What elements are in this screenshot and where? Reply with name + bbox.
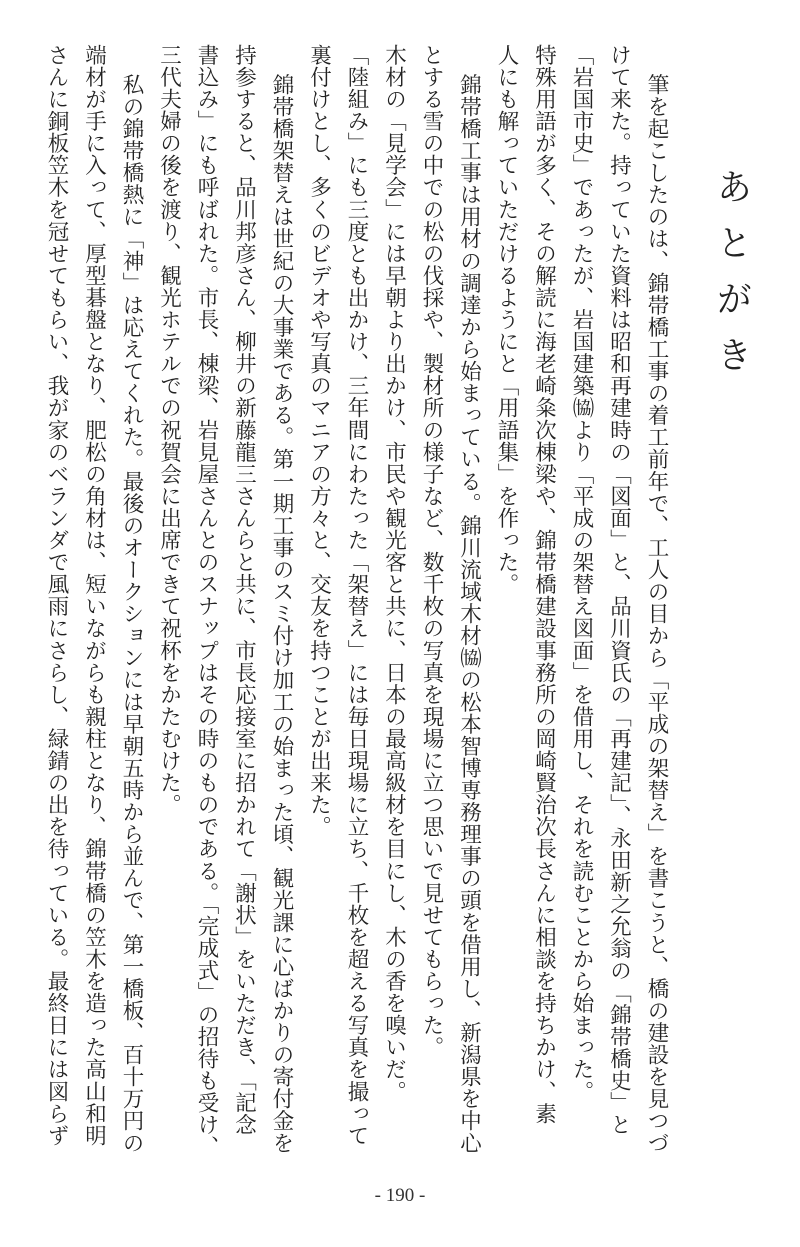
afterword-heading: あとがき xyxy=(711,168,752,392)
text-line: 「陸組み」にも三度とも出かけ、三年間にわたった「架替え」には毎日現場に立ち、千枚を超える写真を撮って xyxy=(344,44,369,1147)
text-line: 持参すると、品川邦彦さん、柳井の新藤龍三さんらと共に、市長応接室に招かれて「謝状」をいただき、「記念 xyxy=(231,44,257,1136)
afterword-body xyxy=(38,44,676,1158)
text-line: 木材の「見学会」には早朝より出かけ、市民や観光客と共に、日本の最高級材を目にし、木の香を嗅いだ。 xyxy=(381,44,407,1103)
text-line: 特殊用語が多く、その解読に海老崎粂次棟梁や、錦帯橋建設事務所の岡崎賢治次長さんに相談を持ちかけ、素 xyxy=(531,44,557,1125)
text-line: さんに銅板笠木を冠せてもらい、我が家のベランダで風雨にさらし、緑錆の出を待っている。最終日には図らず xyxy=(44,44,69,1147)
text-line: 三代夫婦の後を渡り、観光ホテルでの祝賀会に出席できて祝杯をかたむけた。 xyxy=(156,44,182,816)
text-line: 裏付けとし、多くのビデオや写真のマニアの方々と、交友を持つことが出来た。 xyxy=(306,44,332,838)
paragraph xyxy=(150,44,300,1158)
text-line: 筆を起こしたのは、錦帯橋工事の着工前年で、工人の目から「平成の架替え」を書こうと、橋の建設を見つづ xyxy=(644,73,669,1154)
text-line: 書込み」にも呼ばれた。市長、棟梁、岩見屋さんとのスナップはその時のものである。「完成式」の招待も受け、 xyxy=(194,44,219,1158)
text-line: とする雪の中での松の伐採や、製材所の様子など、数千枚の写真を現場に立つ思いで見せてもらった。 xyxy=(419,44,444,1059)
text-line: 人にも解っていただけるようにと「用語集」を作った。 xyxy=(494,44,519,596)
paragraph xyxy=(488,44,676,1154)
text-line: 錦帯橋架替えは世紀の大事業である。第一期工事のスミ付け加工の始まった頃、観光課に心ばかりの寄付金を xyxy=(269,73,294,1154)
text-line: けて来た。持っていた資料は昭和再建時の「図面」と、品川資氏の「再建記」、永田新之允翁の「錦帯橋史」と xyxy=(606,44,632,1136)
text-line: 錦帯橋工事は用材の調達から始まっている。錦川流域木材㈿の松本智博専務理事の頭を借用し、新潟県を中心 xyxy=(456,73,482,1154)
paragraph xyxy=(300,44,488,1154)
page-number: - 190 - xyxy=(374,1185,426,1206)
text-line: 「岩国市史」であったが、岩国建築㈿より「平成の架替え図面」を借用し、それを読むことから始まった。 xyxy=(569,44,594,1103)
paragraph xyxy=(38,44,151,1154)
text-line: 端材が手に入って、厚型碁盤となり、肥松の角材は、短いながらも親柱となり、錦帯橋の笠木を造った高山和明 xyxy=(81,44,107,1147)
text-line: 私の錦帯橋熱に「神」は応えてくれた。最後のオークションには早朝五時から並んで、第一橋板、百十万円の xyxy=(119,73,144,1154)
